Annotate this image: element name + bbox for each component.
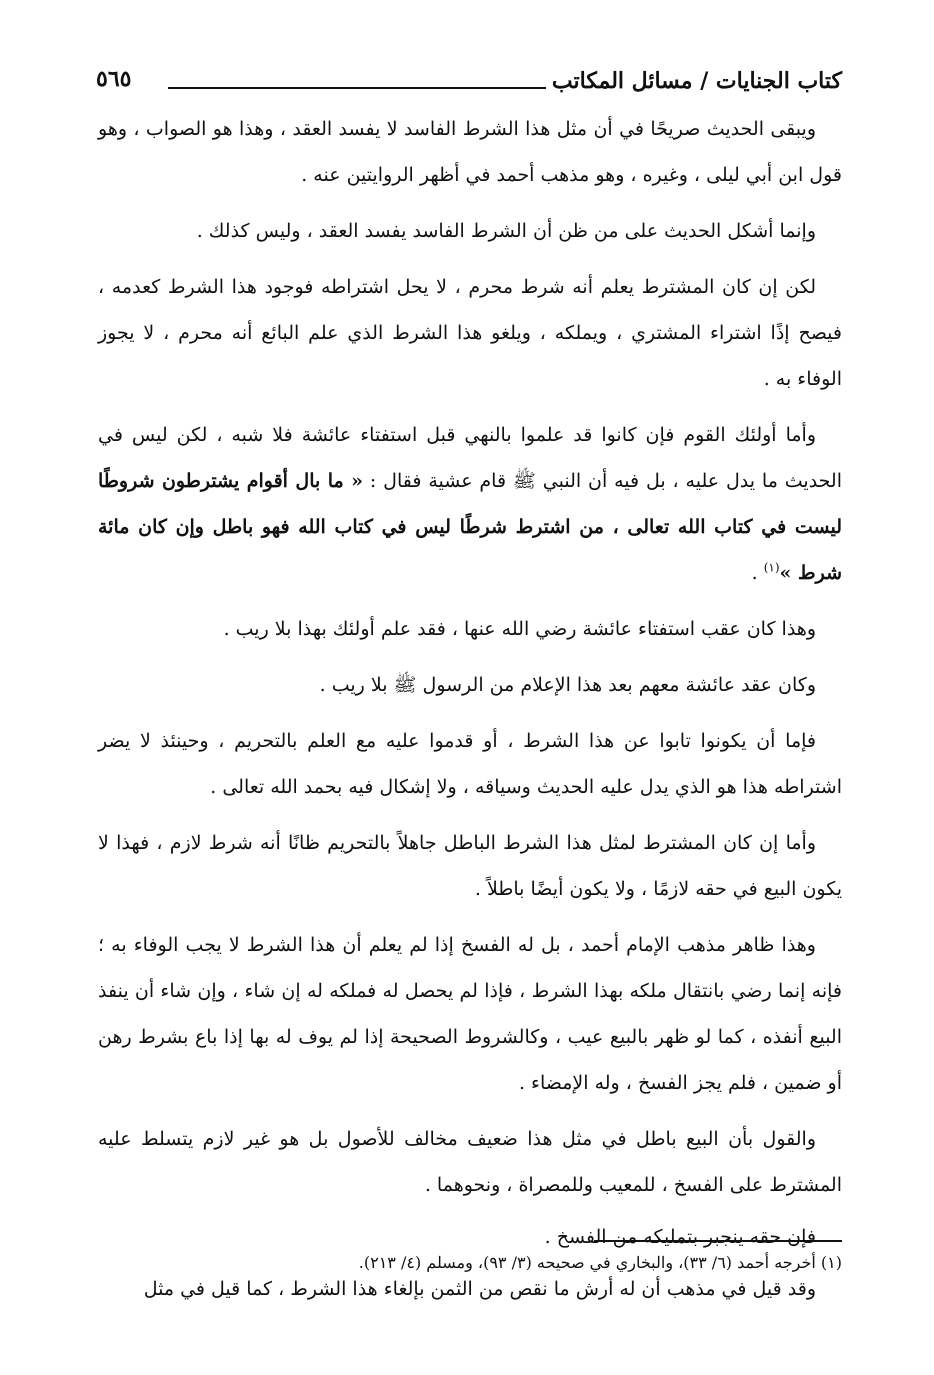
hadith-intro: وأما أولئك القوم فإن كانوا قد علموا بالنهي قبل استفتاء عائشة فلا شبه ، لكن ليس في الحديث ما يدل عليه ، بل فيه أن النبي ﷺ قام عشية فقال : <box>98 424 842 492</box>
paragraph: وكان عقد عائشة معهم بعد هذا الإعلام من الرسول ﷺ بلا ريب . <box>319 674 816 696</box>
paragraph: وقد قيل في مذهب أن له أرش ما نقص من الثمن بإلغاء هذا الشرط ، كما قيل في مثل <box>143 1278 816 1300</box>
footnote-reference[interactable]: (١) <box>763 560 780 575</box>
paragraph: وأما إن كان المشترط لمثل هذا الشرط الباطل جاهلاً بالتحريم ظانًا أنه شرط لازم ، فهذا لا يكون البيع في حقه لازمًا ، ولا يكون أيضًا باطلاً . <box>98 832 842 900</box>
hadith-end: . <box>751 562 764 584</box>
paragraph: فإما أن يكونوا تابوا عن هذا الشرط ، أو قدموا عليه مع العلم بالتحريم ، وحينئذ لا يضر اشتراطه هذا هو الذي يدل عليه الحديث وسياقه ، ولا إشكال فيه بحمد الله تعالى . <box>98 730 842 798</box>
paragraph: والقول بأن البيع باطل في مثل هذا ضعيف مخالف للأصول بل هو غير لازم يتسلط عليه المشترط على الفسخ ، للمعيب وللمصراة ، ونحوهما . <box>98 1128 842 1196</box>
hadith-paragraph <box>98 412 842 596</box>
paragraph: فإن حقه ينجبر بتمليكه من الفسخ . <box>544 1226 816 1248</box>
hadith-quote: « ما بال أقوام يشترطون شروطًا ليست في كتاب الله تعالى ، من اشترط شرطًا ليس في كتاب الله فهو باطل وإن كان مائة شرط » <box>98 470 842 584</box>
page-header <box>96 62 842 98</box>
footnote-rule <box>594 1240 842 1242</box>
paragraph: وهذا كان عقب استفتاء عائشة رضي الله عنها ، فقد علم أولئك بهذا بلا ريب . <box>223 618 816 640</box>
footnote: (١) أخرجه أحمد (٦/ ٣٣)، والبخاري في صحيحه (٣/ ٩٣)، ومسلم (٤/ ٢١٣). <box>358 1253 842 1272</box>
page-number: ٥٦٥ <box>96 66 137 92</box>
running-title: كتاب الجنايات / مسائل المكاتب <box>546 68 842 94</box>
header-rule <box>168 87 582 89</box>
paragraph: لكن إن كان المشترط يعلم أنه شرط محرم ، لا يحل اشتراطه فوجود هذا الشرط كعدمه ، فيصح إذًا اشتراء المشتري ، ويملكه ، ويلغو هذا الشرط الذي علم البائع أنه محرم ، لا يجوز الوفاء به . <box>98 276 842 390</box>
paragraph: وإنما أشكل الحديث على من ظن أن الشرط الفاسد يفسد العقد ، وليس كذلك . <box>196 220 816 242</box>
paragraph: ويبقى الحديث صريحًا في أن مثل هذا الشرط الفاسد لا يفسد العقد ، وهذا هو الصواب ، وهو قول ابن أبي ليلى ، وغيره ، وهو مذهب أحمد في أظهر الروايتين عنه . <box>98 118 842 186</box>
page-body <box>98 106 842 1318</box>
paragraph: وهذا ظاهر مذهب الإمام أحمد ، بل له الفسخ إذا لم يعلم أن هذا الشرط لا يجب الوفاء به ؛ فإنه إنما رضي بانتقال ملكه بهذا الشرط ، فإذا لم يحصل له فملكه له إن شاء ، وإن شاء أن ينفذ البيع أنفذه ، كما لو ظهر بالبيع عيب ، وكالشروط الصحيحة إذا لم يوف له بها إذا باع بشرط رهن أو ضمين ، فلم يجز الفسخ ، وله الإمضاء . <box>98 934 842 1094</box>
